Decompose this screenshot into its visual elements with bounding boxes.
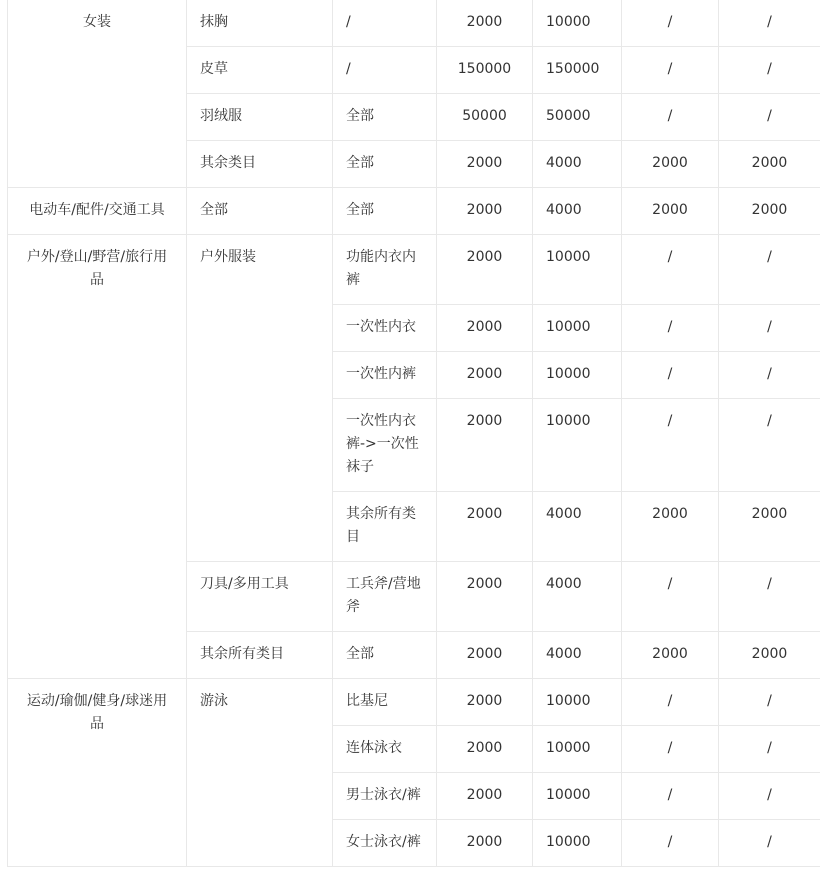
category-level2-cell: 户外服装 bbox=[187, 235, 333, 562]
value-cell-2: 150000 bbox=[533, 47, 622, 94]
value-cell-3: / bbox=[622, 352, 719, 399]
value-cell-3: 2000 bbox=[622, 188, 719, 235]
category-level2-cell: 其余类目 bbox=[187, 141, 333, 188]
value-cell-4: / bbox=[719, 47, 820, 94]
table-row bbox=[8, 0, 820, 47]
value-cell-3: / bbox=[622, 773, 719, 820]
category-level3-cell: 一次性内衣裤->一次性袜子 bbox=[333, 399, 437, 492]
category-level3-cell: 全部 bbox=[333, 632, 437, 679]
category-fee-table bbox=[7, 0, 820, 867]
category-level3-cell: 一次性内衣 bbox=[333, 305, 437, 352]
value-cell-1: 2000 bbox=[437, 492, 533, 562]
value-cell-1: 2000 bbox=[437, 726, 533, 773]
value-cell-2: 4000 bbox=[533, 141, 622, 188]
value-cell-3: / bbox=[622, 726, 719, 773]
table-row bbox=[8, 188, 820, 235]
value-cell-3: / bbox=[622, 235, 719, 305]
value-cell-4: / bbox=[719, 0, 820, 47]
value-cell-2: 10000 bbox=[533, 352, 622, 399]
category-level2-cell: 全部 bbox=[187, 188, 333, 235]
value-cell-1: 2000 bbox=[437, 235, 533, 305]
category-level3-cell: 工兵斧/营地斧 bbox=[333, 562, 437, 632]
value-cell-2: 10000 bbox=[533, 399, 622, 492]
value-cell-1: 150000 bbox=[437, 47, 533, 94]
category-level3-cell: 连体泳衣 bbox=[333, 726, 437, 773]
value-cell-4: / bbox=[719, 773, 820, 820]
value-cell-4: / bbox=[719, 305, 820, 352]
value-cell-2: 4000 bbox=[533, 492, 622, 562]
value-cell-3: / bbox=[622, 47, 719, 94]
category-level3-cell: 男士泳衣/裤 bbox=[333, 773, 437, 820]
value-cell-3: / bbox=[622, 399, 719, 492]
value-cell-4: / bbox=[719, 820, 820, 867]
value-cell-1: 2000 bbox=[437, 305, 533, 352]
category-level2-cell: 其余所有类目 bbox=[187, 632, 333, 679]
value-cell-4: / bbox=[719, 94, 820, 141]
table-row bbox=[8, 679, 820, 726]
value-cell-4: / bbox=[719, 399, 820, 492]
value-cell-2: 10000 bbox=[533, 0, 622, 47]
category-level3-cell: 全部 bbox=[333, 141, 437, 188]
value-cell-2: 4000 bbox=[533, 632, 622, 679]
value-cell-4: 2000 bbox=[719, 188, 820, 235]
category-level2-cell: 刀具/多用工具 bbox=[187, 562, 333, 632]
value-cell-1: 2000 bbox=[437, 562, 533, 632]
value-cell-1: 50000 bbox=[437, 94, 533, 141]
category-level3-cell: 其余所有类目 bbox=[333, 492, 437, 562]
category-level1-cell: 户外/登山/野营/旅行用品 bbox=[8, 235, 187, 679]
category-level3-cell: 全部 bbox=[333, 188, 437, 235]
value-cell-2: 10000 bbox=[533, 305, 622, 352]
category-level1-cell: 女装 bbox=[8, 0, 187, 188]
value-cell-4: 2000 bbox=[719, 632, 820, 679]
value-cell-1: 2000 bbox=[437, 632, 533, 679]
category-level3-cell: / bbox=[333, 47, 437, 94]
value-cell-3: 2000 bbox=[622, 141, 719, 188]
value-cell-1: 2000 bbox=[437, 141, 533, 188]
category-level3-cell: 女士泳衣/裤 bbox=[333, 820, 437, 867]
value-cell-4: / bbox=[719, 562, 820, 632]
value-cell-2: 4000 bbox=[533, 562, 622, 632]
value-cell-2: 10000 bbox=[533, 773, 622, 820]
value-cell-4: / bbox=[719, 726, 820, 773]
value-cell-2: 50000 bbox=[533, 94, 622, 141]
value-cell-1: 2000 bbox=[437, 399, 533, 492]
category-level3-cell: 一次性内裤 bbox=[333, 352, 437, 399]
category-level2-cell: 羽绒服 bbox=[187, 94, 333, 141]
category-level1-cell: 电动车/配件/交通工具 bbox=[8, 188, 187, 235]
category-level3-cell: 功能内衣内裤 bbox=[333, 235, 437, 305]
value-cell-4: / bbox=[719, 235, 820, 305]
value-cell-2: 10000 bbox=[533, 235, 622, 305]
value-cell-4: / bbox=[719, 352, 820, 399]
table-row bbox=[8, 235, 820, 305]
category-level1-cell: 运动/瑜伽/健身/球迷用品 bbox=[8, 679, 187, 867]
value-cell-4: / bbox=[719, 679, 820, 726]
value-cell-2: 10000 bbox=[533, 820, 622, 867]
category-level2-cell: 抹胸 bbox=[187, 0, 333, 47]
value-cell-1: 2000 bbox=[437, 188, 533, 235]
value-cell-2: 4000 bbox=[533, 188, 622, 235]
category-level3-cell: 全部 bbox=[333, 94, 437, 141]
value-cell-4: 2000 bbox=[719, 141, 820, 188]
category-level3-cell: / bbox=[333, 0, 437, 47]
value-cell-1: 2000 bbox=[437, 820, 533, 867]
value-cell-1: 2000 bbox=[437, 352, 533, 399]
category-level3-cell: 比基尼 bbox=[333, 679, 437, 726]
value-cell-3: / bbox=[622, 94, 719, 141]
value-cell-2: 10000 bbox=[533, 726, 622, 773]
value-cell-4: 2000 bbox=[719, 492, 820, 562]
value-cell-3: / bbox=[622, 562, 719, 632]
value-cell-3: / bbox=[622, 305, 719, 352]
value-cell-3: / bbox=[622, 820, 719, 867]
value-cell-3: / bbox=[622, 0, 719, 47]
value-cell-3: 2000 bbox=[622, 632, 719, 679]
value-cell-2: 10000 bbox=[533, 679, 622, 726]
value-cell-1: 2000 bbox=[437, 679, 533, 726]
value-cell-1: 2000 bbox=[437, 773, 533, 820]
category-level2-cell: 皮草 bbox=[187, 47, 333, 94]
category-level2-cell: 游泳 bbox=[187, 679, 333, 867]
value-cell-1: 2000 bbox=[437, 0, 533, 47]
value-cell-3: / bbox=[622, 679, 719, 726]
value-cell-3: 2000 bbox=[622, 492, 719, 562]
